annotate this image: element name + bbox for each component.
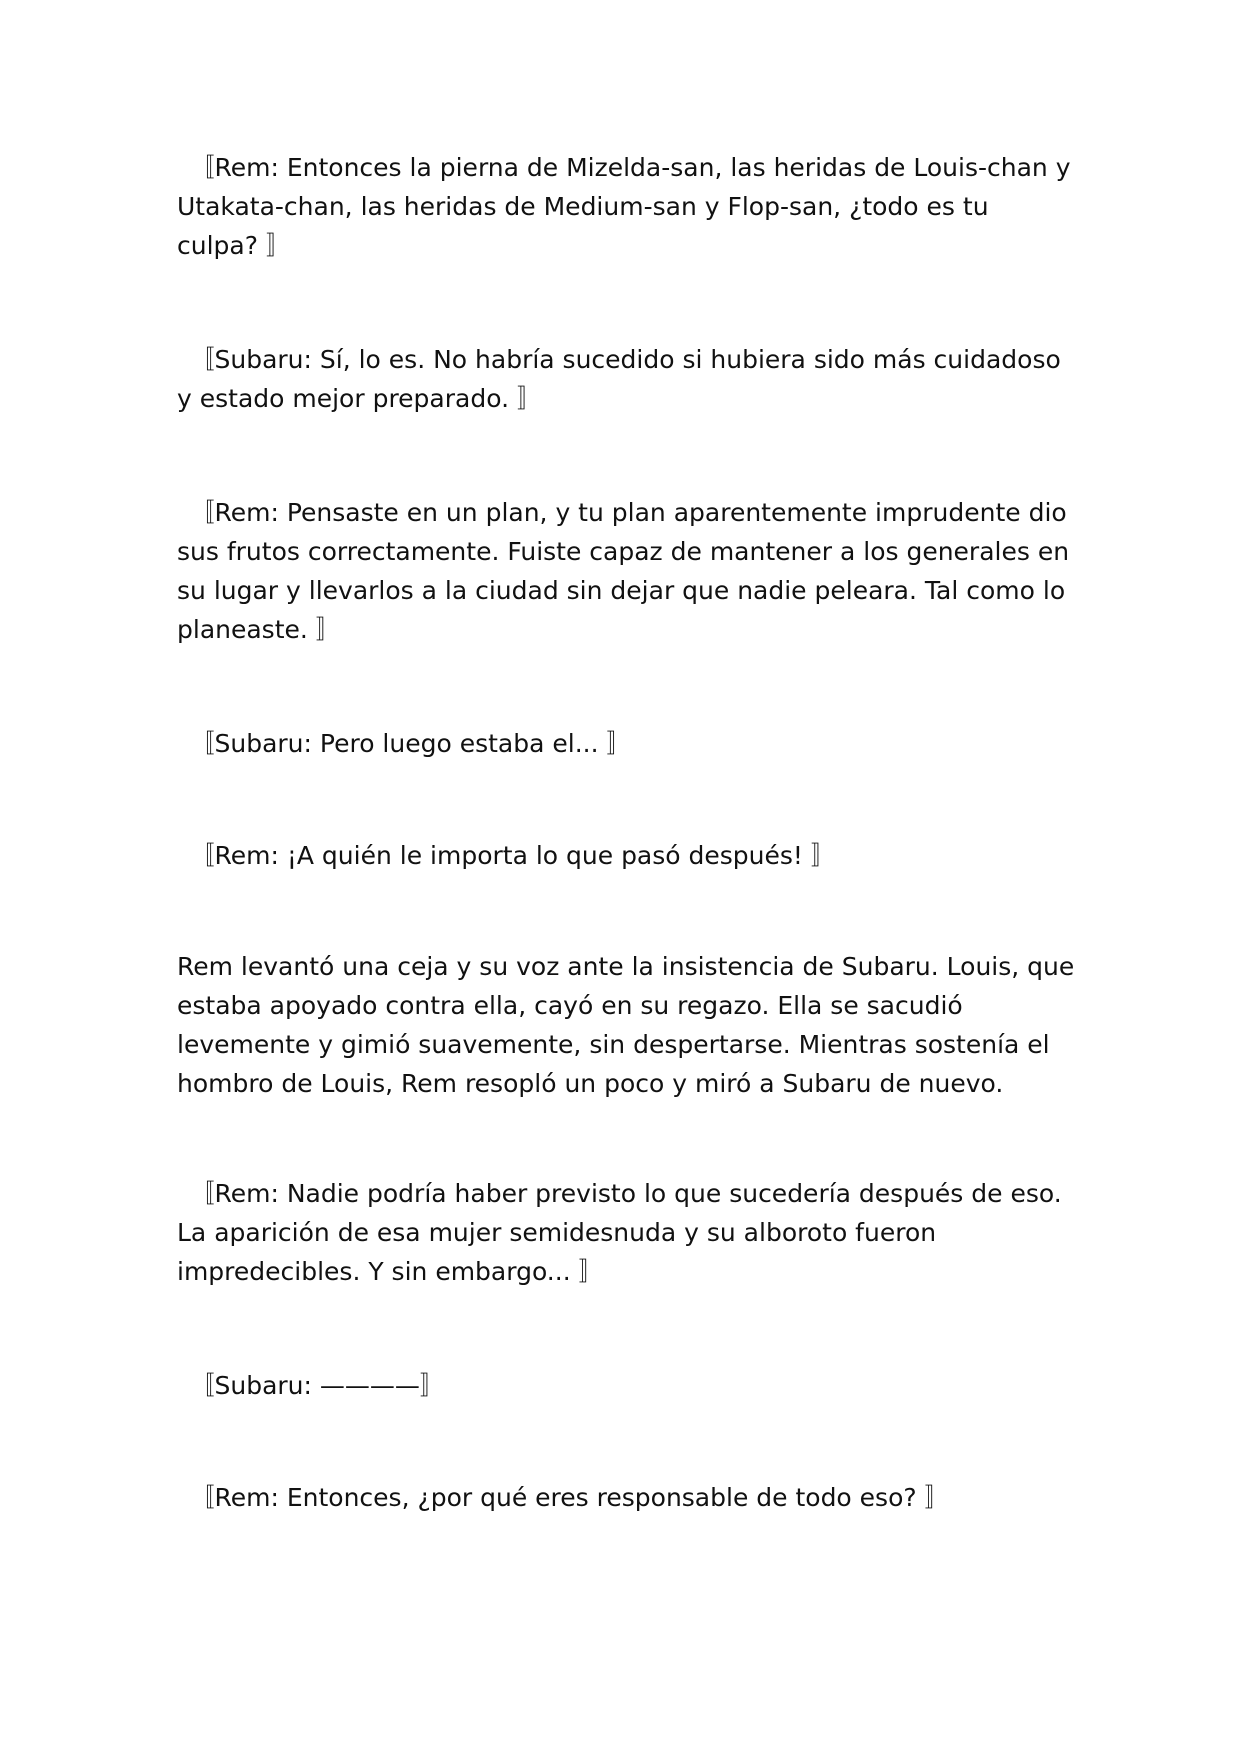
dialogue-paragraph: 〚Rem: Pensaste en un plan, y tu plan aparentemente imprudente dio sus frutos correctamente. Fuiste capaz de mantener a los generales en su lugar y llevarlos a la ciudad sin dejar que nadie peleara. Tal como lo planeaste. 〛 bbox=[177, 498, 1070, 644]
dialogue-paragraph: 〚Rem: Entonces la pierna de Mizelda-san, las heridas de Louis-chan y Utakata-chan, las heridas de Medium-san y Flop-san, ¿todo es tu culpa? 〛 bbox=[177, 153, 1071, 260]
dialogue-paragraph: 〚Rem: ¡A quién le importa lo que pasó después! 〛 bbox=[177, 841, 836, 870]
dialogue-paragraph: 〚Subaru: Pero luego estaba el... 〛 bbox=[177, 729, 632, 758]
dialogue-paragraph: 〚Rem: Entonces, ¿por qué eres responsable de todo eso? 〛 bbox=[177, 1483, 950, 1512]
dialogue-paragraph: 〚Subaru: ————〛 bbox=[177, 1371, 445, 1400]
dialogue-paragraph: 〚Subaru: Sí, lo es. No habría sucedido si hubiera sido más cuidadoso y estado mejor preparado. 〛 bbox=[177, 345, 1061, 413]
narration-paragraph: Rem levantó una ceja y su voz ante la insistencia de Subaru. Louis, que estaba apoyado contra ella, cayó en su regazo. Ella se sacudió levemente y gimió suavemente, sin despertarse. Mientras sostenía el hombro de Louis, Rem resopló un poco y miró a Subaru de nuevo. bbox=[177, 952, 1075, 1098]
dialogue-paragraph: 〚Rem: Nadie podría haber previsto lo que sucedería después de eso. La aparición de esa mujer semidesnuda y su alboroto fueron impredecibles. Y sin embargo... 〛 bbox=[177, 1179, 1062, 1286]
